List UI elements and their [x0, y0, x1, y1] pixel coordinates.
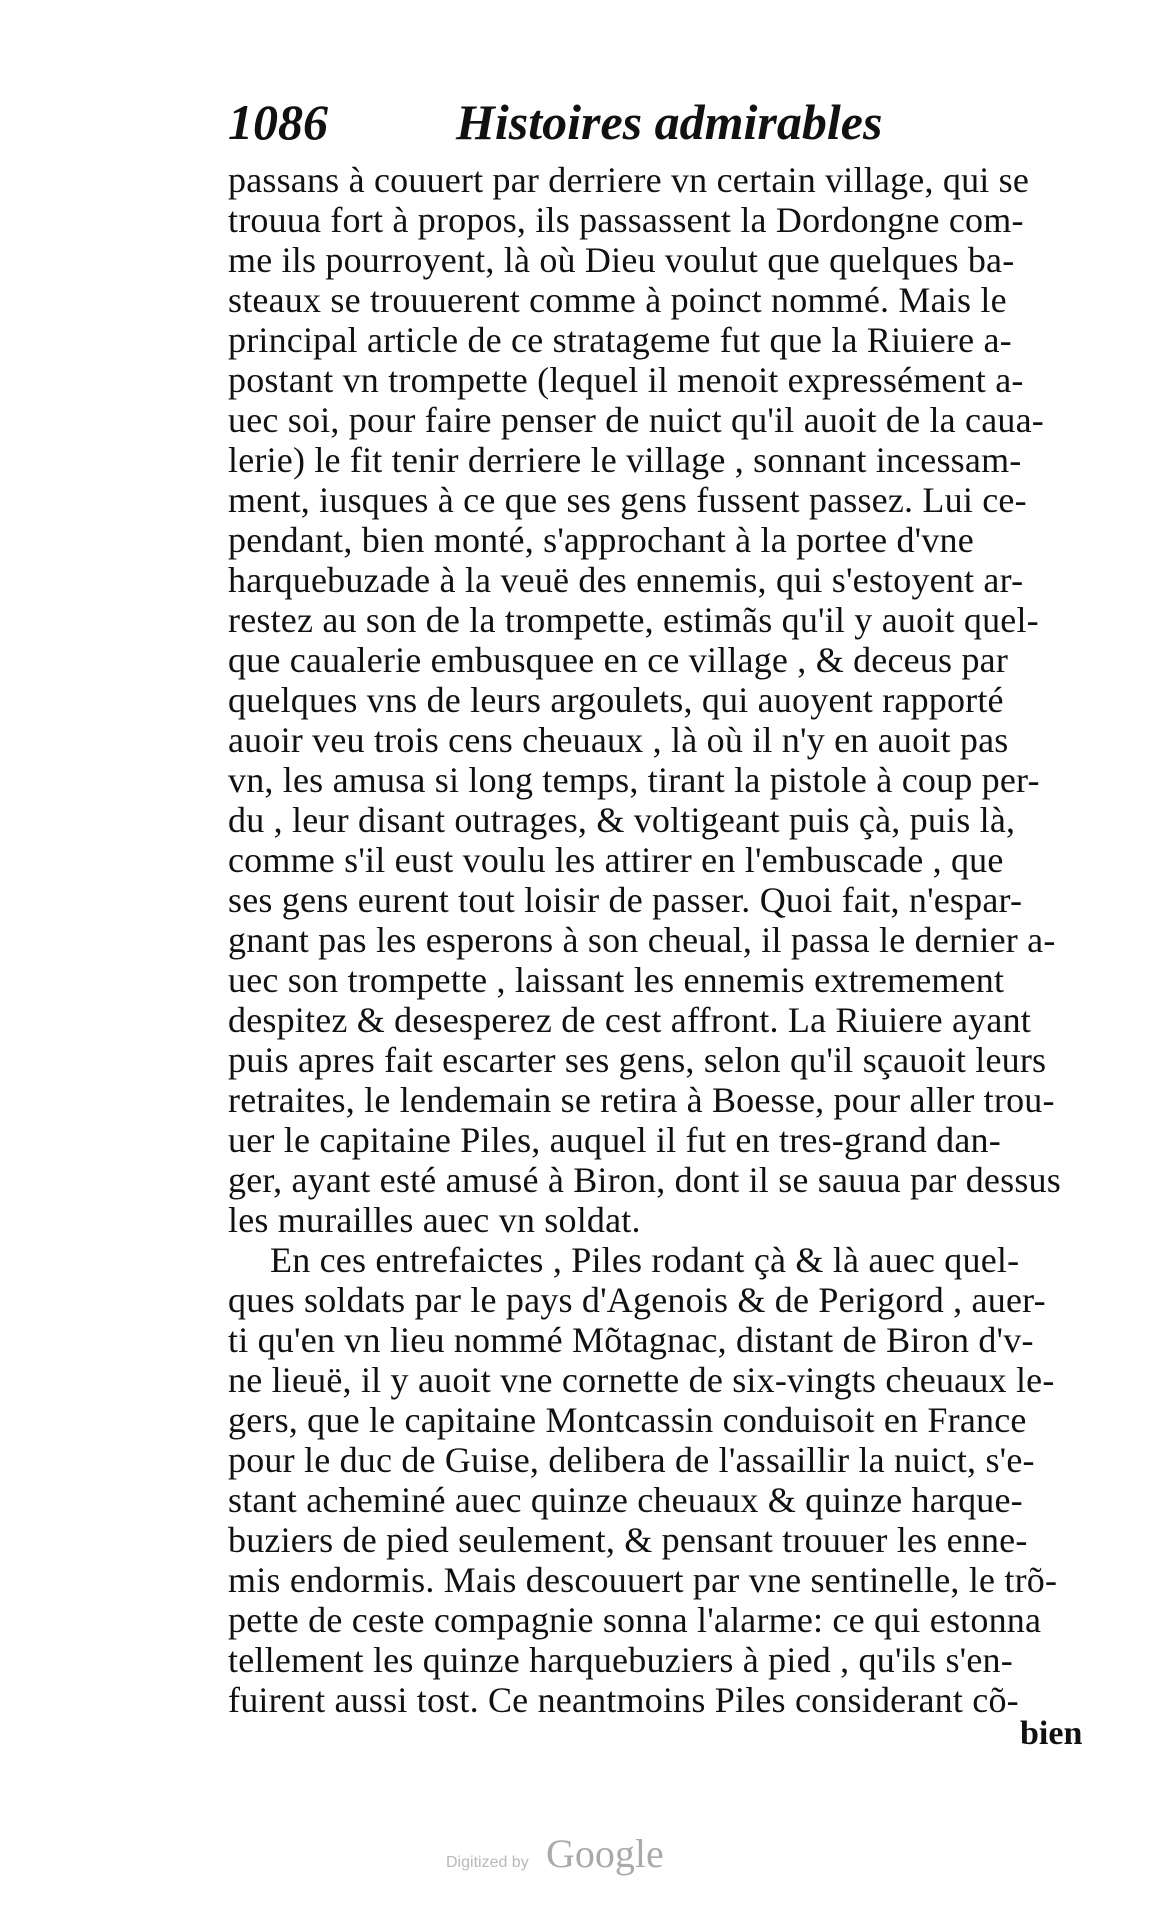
- text-line: passans à couuert par derriere vn certain village, qui se: [228, 160, 1030, 200]
- text-line: uec soi, pour faire penser de nuict qu'il auoit de la caua-: [228, 400, 1044, 440]
- text-line: ques soldats par le pays d'Agenois & de Perigord , auer-: [228, 1280, 1046, 1320]
- text-line: uer le capitaine Piles, auquel il fut en tres-grand dan-: [228, 1120, 1001, 1160]
- google-digitized-watermark: [446, 1826, 706, 1886]
- running-head: [228, 92, 928, 152]
- text-line: mis endormis. Mais descouuert par vne sentinelle, le trõ-: [228, 1560, 1058, 1600]
- text-line: quelques vns de leurs argoulets, qui auoyent rapporté: [228, 680, 1004, 720]
- text-line: ti qu'en vn lieu nommé Mõtagnac, distant de Biron d'v-: [228, 1320, 1034, 1360]
- text-line: ses gens eurent tout loisir de passer. Quoi fait, n'espar-: [228, 880, 1023, 920]
- running-title: Histoires admirables: [456, 94, 883, 150]
- text-line: buziers de pied seulement, & pensant trouuer les enne-: [228, 1520, 1028, 1560]
- text-line: postant vn trompette (lequel il menoit expressément a-: [228, 360, 1024, 400]
- text-line: steaux se trouuerent comme à poinct nommé. Mais le: [228, 280, 1007, 320]
- text-line: ger, ayant esté amusé à Biron, dont il se sauua par dessus: [228, 1160, 1061, 1200]
- text-line: lerie) le fit tenir derriere le village , sonnant incessam-: [228, 440, 1022, 480]
- text-line: puis apres fait escarter ses gens, selon qu'il sçauoit leurs: [228, 1040, 1047, 1080]
- body-text: [228, 160, 1098, 1720]
- page-number: 1086: [228, 94, 328, 150]
- text-line: gers, que le capitaine Montcassin conduisoit en France: [228, 1400, 1027, 1440]
- text-line: les murailles auec vn soldat.: [228, 1200, 641, 1240]
- watermark-brand: Google: [546, 1831, 664, 1876]
- text-line: harquebuzade à la veuë des ennemis, qui s'estoyent ar-: [228, 560, 1024, 600]
- text-line: uec son trompette , laissant les ennemis extremement: [228, 960, 1005, 1000]
- text-line: stant acheminé auec quinze cheuaux & quinze harque-: [228, 1480, 1023, 1520]
- text-line: vn, les amusa si long temps, tirant la pistole à coup per-: [228, 760, 1040, 800]
- text-line: despitez & desesperez de cest affront. La Riuiere ayant: [228, 1000, 1031, 1040]
- text-line: retraites, le lendemain se retira à Boesse, pour aller trou-: [228, 1080, 1055, 1120]
- text-line: me ils pourroyent, là où Dieu voulut que quelques ba-: [228, 240, 1015, 280]
- text-line: trouua fort à propos, ils passassent la Dordongne com-: [228, 200, 1024, 240]
- text-line: que caualerie embusquee en ce village , & deceus par: [228, 640, 1009, 680]
- catchword: bien: [1020, 1715, 1083, 1752]
- text-line: fuirent aussi tost. Ce neantmoins Piles considerant cõ-: [228, 1680, 1019, 1720]
- text-line: auoir veu trois cens cheuaux , là où il n'y en auoit pas: [228, 720, 1009, 760]
- text-line: restez au son de la trompette, estimãs qu'il y auoit quel-: [228, 600, 1039, 640]
- text-line: tellement les quinze harquebuziers à pied , qu'ils s'en-: [228, 1640, 1013, 1680]
- text-line: En ces entrefaictes , Piles rodant çà & là auec quel-: [270, 1240, 1020, 1280]
- text-line: ne lieuë, il y auoit vne cornette de six-vingts cheuaux le-: [228, 1360, 1055, 1400]
- text-line: comme s'il eust voulu les attirer en l'embuscade , que: [228, 840, 1004, 880]
- text-line: ment, iusques à ce que ses gens fussent passez. Lui ce-: [228, 480, 1027, 520]
- text-line: du , leur disant outrages, & voltigeant puis çà, puis là,: [228, 800, 1016, 840]
- watermark-prefix: Digitized by: [446, 1854, 529, 1871]
- text-line: pour le duc de Guise, delibera de l'assaillir la nuict, s'e-: [228, 1440, 1035, 1480]
- text-line: principal article de ce stratageme fut que la Riuiere a-: [228, 320, 1012, 360]
- text-line: pette de ceste compagnie sonna l'alarme: ce qui estonna: [228, 1600, 1042, 1640]
- text-line: pendant, bien monté, s'approchant à la portee d'vne: [228, 520, 974, 560]
- text-line: gnant pas les esperons à son cheual, il passa le dernier a-: [228, 920, 1056, 960]
